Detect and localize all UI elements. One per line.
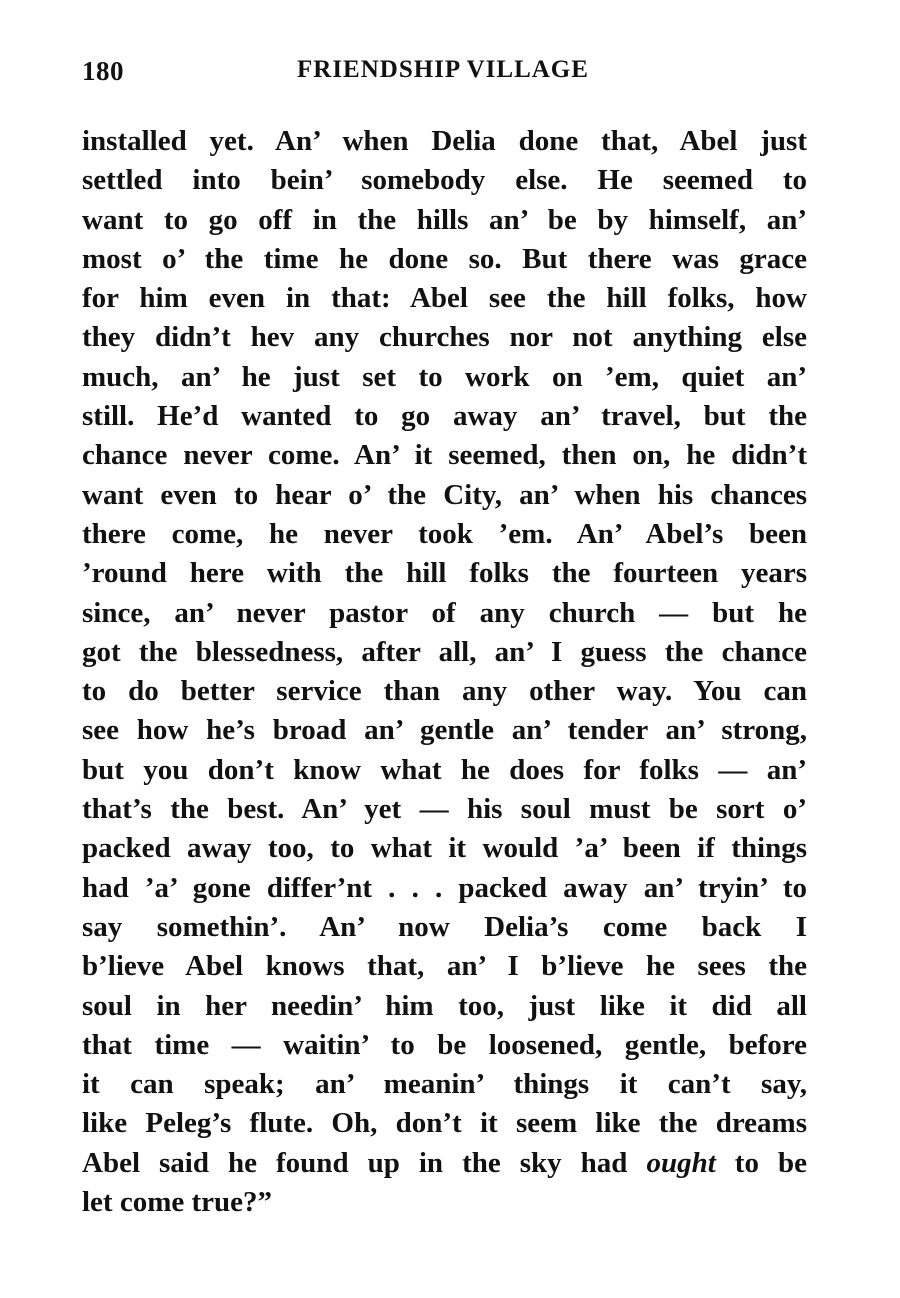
text-segment: to be <box>715 1146 807 1179</box>
text-line: still. He’d wanted to go away an’ travel, but the <box>82 400 807 433</box>
page-header <box>82 56 807 96</box>
text-line: b’lieve Abel knows that, an’ I b’lieve he sees the <box>82 950 807 983</box>
text-segment: Abel said he found up in the sky had <box>82 1146 647 1179</box>
running-head: FRIENDSHIP VILLAGE <box>297 56 589 83</box>
text-line: soul in her needin’ him too, just like it did all <box>82 989 807 1022</box>
text-line: they didn’t hev any churches nor not anything else <box>82 321 807 354</box>
text-line: it can speak; an’ meanin’ things it can’t say, <box>82 1068 807 1101</box>
text-line: chance never come. An’ it seemed, then on, he didn’t <box>82 439 807 472</box>
text-line: got the blessedness, after all, an’ I guess the chance <box>82 635 807 668</box>
text-line: installed yet. An’ when Delia done that, Abel just <box>82 125 807 157</box>
text-line-last: let come true?” <box>82 1186 273 1219</box>
text-line: want even to hear o’ the City, an’ when his chances <box>82 478 807 511</box>
text-line: want to go off in the hills an’ be by himself, an’ <box>82 203 807 236</box>
text-line: ’round here with the hill folks the fourteen years <box>82 557 807 590</box>
text-line: packed away too, to what it would ’a’ been if things <box>82 832 807 865</box>
text-line: for him even in that: Abel see the hill folks, how <box>82 282 807 315</box>
text-line: see how he’s broad an’ gentle an’ tender an’ strong, <box>82 714 807 747</box>
text-line: like Peleg’s flute. Oh, don’t it seem like the dreams <box>82 1107 807 1140</box>
text-line: say somethin’. An’ now Delia’s come back I <box>82 910 807 943</box>
body-text <box>82 122 807 1222</box>
text-line: but you don’t know what he does for folks — an’ <box>82 753 807 786</box>
text-line: there come, he never took ’em. An’ Abel’s been <box>82 517 807 550</box>
text-line: that’s the best. An’ yet — his soul must be sort o’ <box>82 793 807 826</box>
text-line: settled into bein’ somebody else. He seemed to <box>82 164 807 197</box>
page-number: 180 <box>82 56 124 86</box>
italic-word: ought <box>646 1146 716 1179</box>
text-line: that time — waitin’ to be loosened, gentle, before <box>82 1028 807 1061</box>
text-line: much, an’ he just set to work on ’em, quiet an’ <box>82 360 807 393</box>
text-line: to do better service than any other way. You can <box>82 675 807 708</box>
text-line: had ’a’ gone differ’nt . . . packed away an’ tryin’ to <box>82 871 807 904</box>
text-line: since, an’ never pastor of any church — but he <box>82 596 807 629</box>
text-line-with-italic <box>82 1144 807 1183</box>
text-line: most o’ the time he done so. But there was grace <box>82 242 807 275</box>
